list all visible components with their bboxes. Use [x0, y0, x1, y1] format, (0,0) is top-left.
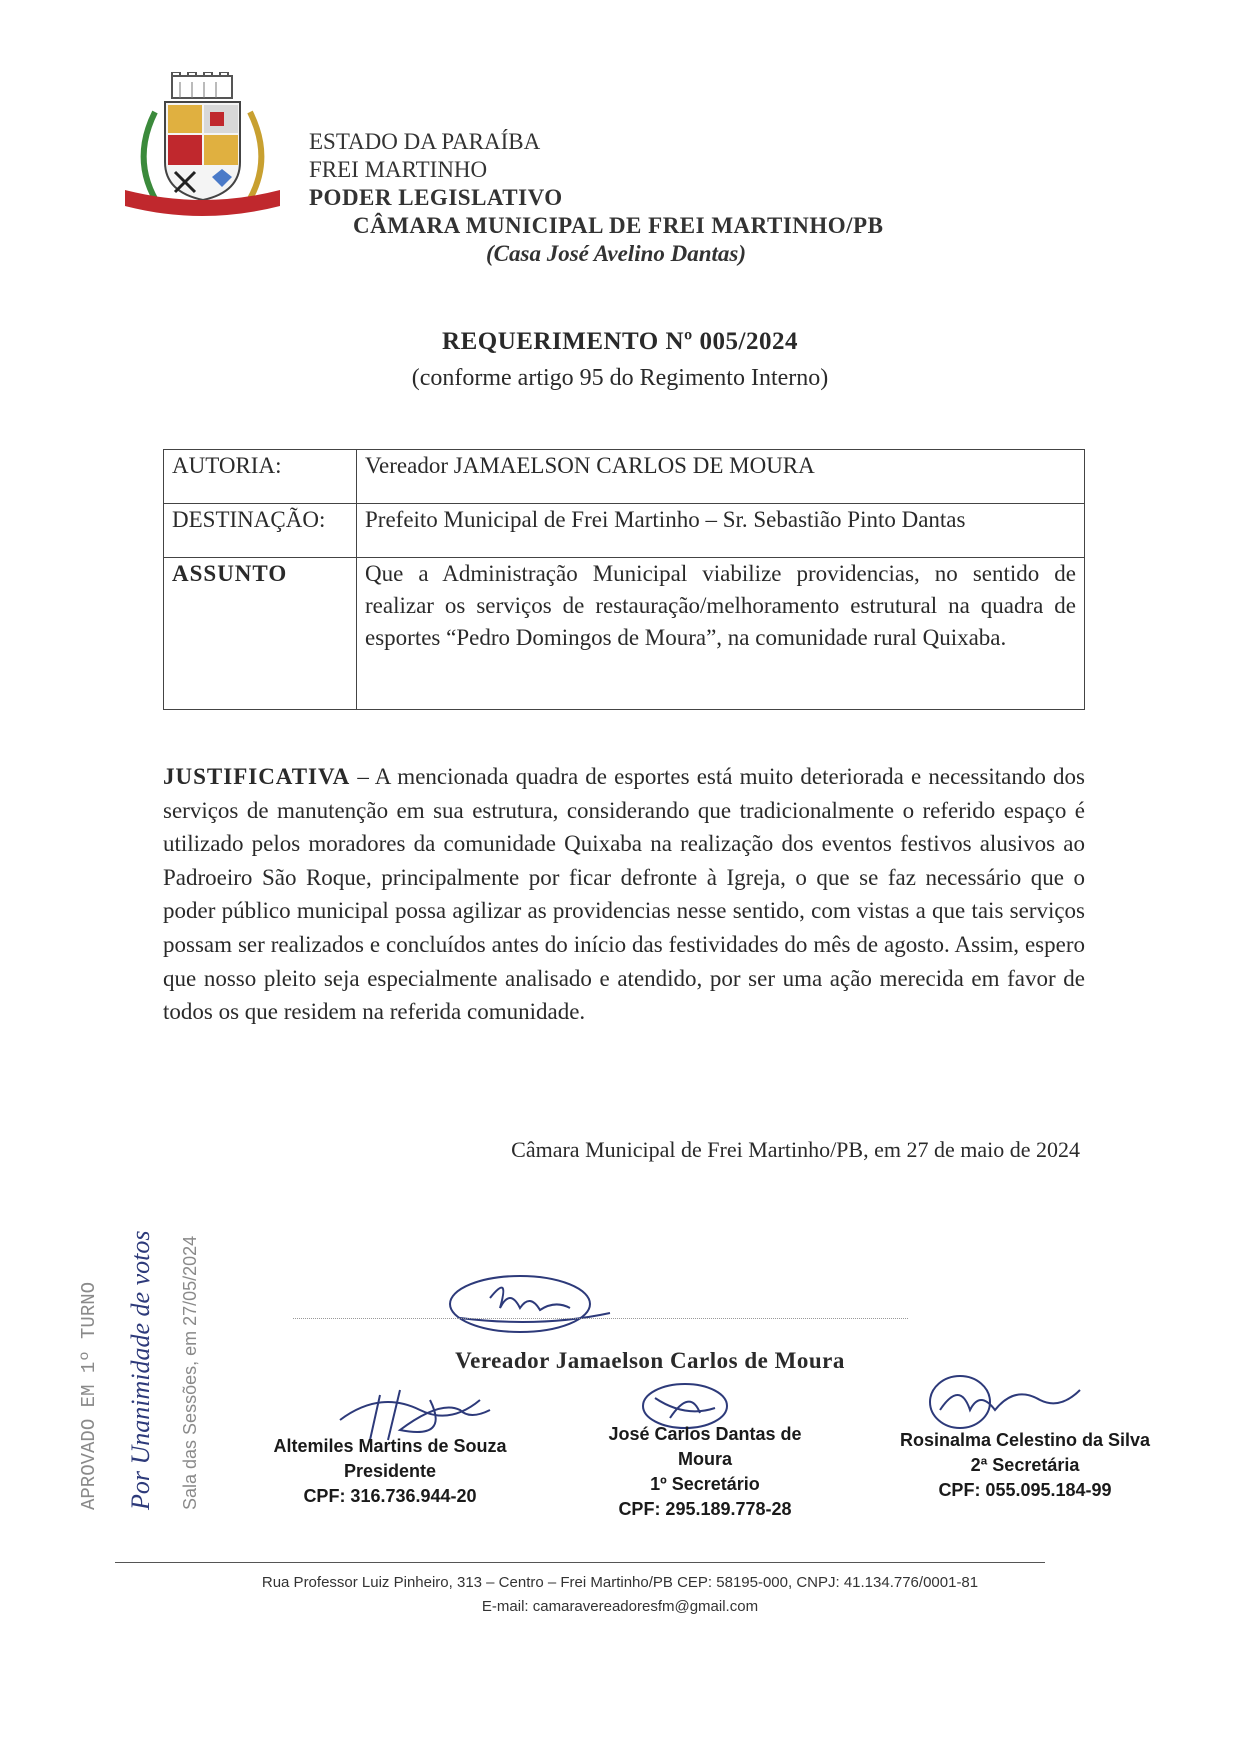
row-value: Que a Administração Municipal viabilize providencias, no sentido de realizar os serviços de restauração/melhoramento estrutural na quadra de esportes “Pedro Domingos de Moura”, na comunidade rural Quixaba.: [357, 558, 1085, 710]
justification-text: – A mencionada quadra de esportes está muito deteriorada e necessitando dos serviços de manutenção em sua estrutura, considerando que tradicionalmente o referido espaço é utilizado pelos moradores da comunidade Quixaba na realização dos eventos festivos alusivos ao Padroeiro São Roque, principalmente por ficar defronte à Igreja, o que se faz necessário que o poder público municipal possa agilizar as providencias nesse sentido, com vistas a que tais serviços possam ser realizados e concluídos antes do início das festividades do mês de agosto. Assim, espero que nosso pleito seja especialmente analisado e atendido, por ser uma ação merecida em favor de todos os que residem na referida comunidade.: [163, 764, 1085, 1025]
document-title: REQUERIMENTO Nº 005/2024: [442, 328, 798, 355]
municipality-name: FREI MARTINHO: [309, 157, 488, 182]
second-secretary-role: 2ª Secretária: [970, 1455, 1080, 1475]
footer-email: E-mail: camaravereadoresfm@gmail.com: [481, 1598, 759, 1615]
chamber-name: CÂMARA MUNICIPAL DE FREI MARTINHO/PB: [353, 213, 884, 238]
stamp-line-1: APROVADO EM 1º TURNO: [78, 1281, 100, 1510]
justification-lead: JUSTIFICATIVA: [163, 764, 351, 789]
president-name: Altemiles Martins de Souza: [273, 1436, 507, 1456]
first-secretary-cpf: CPF: 295.189.778-28: [618, 1499, 792, 1519]
table-row: [164, 450, 1085, 504]
footer-address: Rua Professor Luiz Pinheiro, 313 – Centro – Frei Martinho/PB CEP: 58195-000, CNPJ: 41.134.776/0001-81: [261, 1574, 979, 1591]
author-signature-scribble: [420, 1268, 620, 1343]
info-table: [163, 449, 1085, 710]
table-row: [164, 558, 1085, 710]
table-row: [164, 504, 1085, 558]
author-signature-line: [293, 1318, 908, 1319]
president-cpf: CPF: 316.736.944-20: [303, 1486, 477, 1506]
row-label: ASSUNTO: [164, 558, 357, 710]
president-signature-block: [270, 1434, 510, 1509]
stamp-line-3: Sala das Sessões, em 27/05/2024: [180, 1235, 200, 1510]
row-value: Vereador JAMAELSON CARLOS DE MOURA: [357, 450, 1085, 504]
row-value: Prefeito Municipal de Frei Martinho – Sr. Sebastião Pinto Dantas: [357, 504, 1085, 558]
coat-of-arms-icon: [120, 72, 285, 222]
house-name: (Casa José Avelino Dantas): [486, 241, 747, 266]
footer-divider: [115, 1562, 1045, 1563]
document-subtitle: (conforme artigo 95 do Regimento Interno): [411, 365, 829, 391]
second-secretary-signature-block: [895, 1428, 1155, 1503]
second-secretary-signature-scribble: [920, 1370, 1090, 1435]
place-date: Câmara Municipal de Frei Martinho/PB, em 27 de maio de 2024: [511, 1137, 1080, 1162]
row-label: AUTORIA:: [164, 450, 357, 504]
state-name: ESTADO DA PARAÍBA: [309, 129, 541, 154]
first-secretary-signature-block: [580, 1422, 830, 1522]
row-label: DESTINAÇÃO:: [164, 504, 357, 558]
stamp-line-2: Por Unanimidade de votos: [126, 1230, 155, 1510]
author-name: Vereador Jamaelson Carlos de Moura: [455, 1348, 845, 1373]
legislative-branch: PODER LEGISLATIVO: [309, 185, 563, 210]
second-secretary-cpf: CPF: 055.095.184-99: [938, 1480, 1112, 1500]
first-secretary-name: José Carlos Dantas de Moura: [608, 1424, 802, 1469]
approval-stamp: [68, 1120, 218, 1510]
second-secretary-name: Rosinalma Celestino da Silva: [899, 1430, 1151, 1450]
president-role: Presidente: [343, 1461, 437, 1481]
justification-paragraph: [163, 760, 1085, 1029]
first-secretary-role: 1º Secretário: [650, 1474, 760, 1494]
